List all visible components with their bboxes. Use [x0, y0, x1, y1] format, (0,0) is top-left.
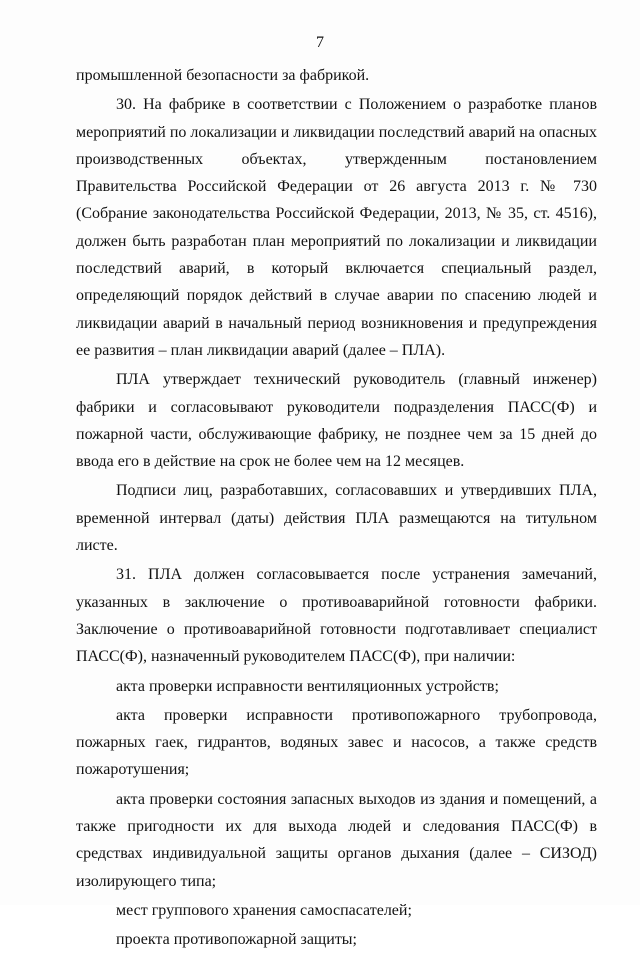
paragraph-item-30: 30. На фабрике в соответствии с Положением о разработке планов мероприятий по локализации и ликвидации последствий аварий на опасных производственных объектах, утвержденным постановлением Правительства Российской Федерации от 26 августа 2013 г. № 730 (Собрание законодательства Российской Федерации, 2013, № 35, ст. 4516), должен быть разработан план мероприятий по локализации и ликвидации последствий аварий, в который включается специальный раздел, определяющий порядок действий в случае аварии по спасению людей и ликвидации аварий в начальный период возникновения и предупреждения ее развития – план ликвидации аварий (далее – ПЛА). — [76, 96, 597, 359]
list-item-self-rescuers: мест группового хранения самоспасателей; — [116, 901, 412, 919]
paragraph-pla-approval: ПЛА утверждает технический руководитель (главный инженер) фабрики и согласовывают руководители подразделения ПАСС(Ф) и пожарной части, обслуживающие фабрику, не позднее чем за 15 дней до ввода его в действие на срок не более чем на 12 месяцев. — [76, 371, 597, 471]
list-item-fire-pipeline-act: акта проверки исправности противопожарного трубопровода, пожарных гаек, гидрантов, водяных завес и насосов, а также средств пожаротушения; — [76, 706, 597, 779]
list-item-exits-act: акта проверки состояния запасных выходов из здания и помещений, а также пригодности их для выхода людей и следования ПАСС(Ф) в средствах индивидуальной защиты органов дыхания (далее – СИЗОД) изолирующего типа; — [76, 790, 597, 890]
paragraph-item-31: 31. ПЛА должен согласовывается после устранения замечаний, указанных в заключение о противоаварийной готовности фабрики. Заключение о противоаварийной готовности подготавливает специалист ПАСС(Ф), назначенный руководителем ПАСС(Ф), при наличии: — [76, 566, 597, 666]
list-item-ventilation-act: акта проверки исправности вентиляционных устройств; — [116, 677, 499, 695]
paragraph-pla-signatures: Подписи лиц, разработавших, согласовавших и утвердивших ПЛА, временной интервал (даты) действия ПЛА размещаются на титульном листе. — [76, 482, 597, 555]
document-body — [76, 62, 597, 954]
paragraph-continuation: промышленной безопасности за фабрикой. — [76, 67, 370, 84]
list-item-fire-protection-project: проекта противопожарной защиты; — [116, 931, 357, 949]
page-number: 7 — [316, 34, 324, 51]
